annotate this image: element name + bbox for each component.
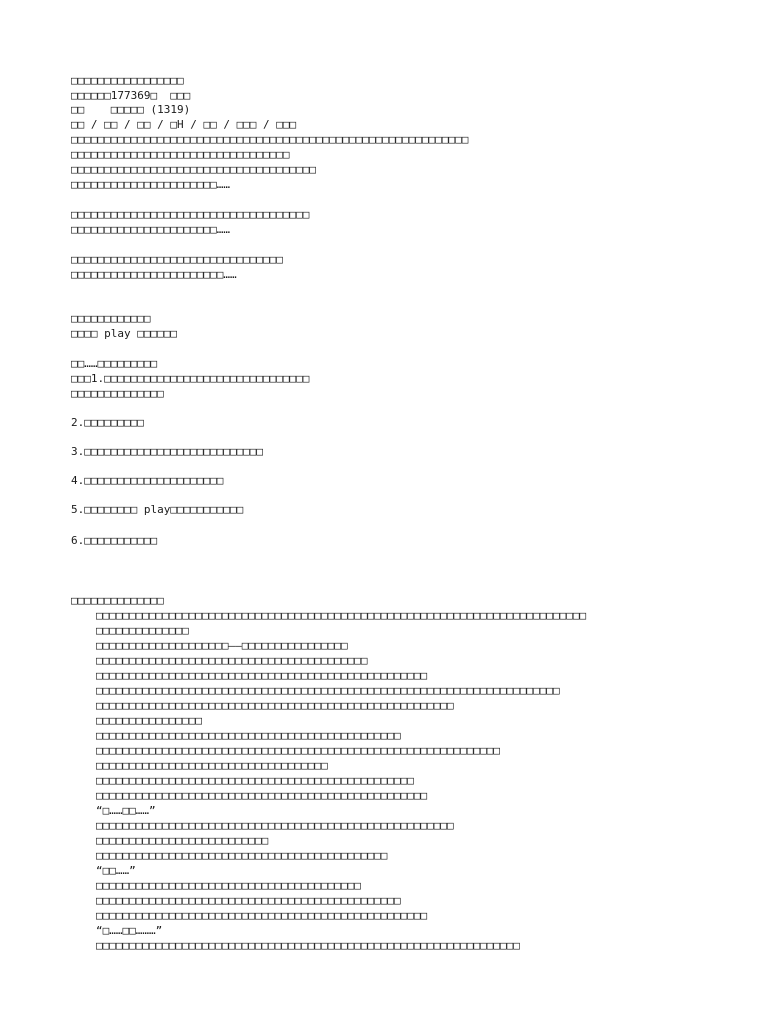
document-id-line: □□□□□□177369□ □□□ bbox=[71, 88, 191, 102]
list-item-1: □□□1.□□□□□□□□□□□□□□□□□□□□□□□□□□□□□□□ bbox=[71, 372, 310, 385]
body-line: □□□□□□□□□□□□□□□□□□□□□□□□□□□□□□□□□□□□□□□□□□□□□□□□□□□□□□□□□□□□□□□□□□□□□□ bbox=[96, 684, 560, 697]
body-line: □□□□□□□□□□□□□□□□□□□□□□□□□□□□□□□□□□□ bbox=[96, 759, 328, 772]
document-title: □□□□□□□□□□□□□□□□□ bbox=[71, 74, 184, 87]
section1-lead: □□……□□□□□□□□□ bbox=[71, 357, 158, 370]
intro-para3-line: □□□□□□□□□□□□□□□□□□□□□□□…… bbox=[71, 268, 237, 281]
body-line: □□□□□□□□□□□□□□□□□□□□□□□□□□□□□□□□□□□□□□□□□□□□□□□□□□□□□□ bbox=[96, 699, 454, 712]
body-line: □□□□□□□□□□□□□□□□□□□□□□□□□□□□□□□□□□□□□□□□□□□□□□□□□□□□□□ bbox=[96, 819, 454, 832]
body-line: □□□□□□□□□□□□□□□□□□□□□□□□□□□□□□□□□□□□□□□□□□□□□□□□□□□□□□□□□□□□□□□□□□□□□□□□□□ bbox=[96, 609, 587, 622]
section2-heading: □□□□□□□□□□□□□□ bbox=[71, 594, 164, 607]
body-line: □□□□□□□□□□□□□□□□□□□□□□□□□□□□□□□□□□□□□□□□□□□□□□□□ bbox=[96, 774, 414, 787]
list-item-6: 6.□□□□□□□□□□□ bbox=[71, 534, 158, 547]
breadcrumb: □□ / □□ / □□ / □H / □□ / □□□ / □□□ bbox=[71, 117, 297, 131]
section2-body bbox=[71, 608, 731, 953]
list-item-4: 4.□□□□□□□□□□□□□□□□□□□□□ bbox=[71, 474, 224, 487]
body-line: □□□□□□□□□□□□□□□□□□□□□□□□□□□□□□□□□□□□□□□□ bbox=[96, 879, 361, 892]
list-item-1-continued: □□□□□□□□□□□□□□ bbox=[71, 387, 164, 400]
intro-para1-line: □□□□□□□□□□□□□□□□□□□□□□□□□□□□□□□□□□□□□□□□□□□□□□□□□□□□□□□□□□□□ bbox=[71, 133, 469, 146]
body-line: □□□□□□□□□□□□□□□□□□□□□□□□□□□□□□□□□□□□□□□□□□□□□□□□□□ bbox=[96, 909, 428, 922]
quote-line: “□□……” bbox=[96, 864, 136, 877]
document-meta-line: □□ □□□□□ (1319) bbox=[71, 103, 191, 116]
body-line: □□□□□□□□□□□□□□□□□□□□□□□□□□□□□□□□□□□□□□□□□□□□□□□□□□ bbox=[96, 669, 428, 682]
quote-line: “□……□□……” bbox=[96, 804, 156, 817]
body-line: □□□□□□□□□□□□□□□□□□□□□□□□□□□□□□□□□□□□□□□□□□□□□□ bbox=[96, 729, 401, 742]
list-item-3: 3.□□□□□□□□□□□□□□□□□□□□□□□□□□□ bbox=[71, 445, 264, 458]
body-line: □□□□□□□□□□□□□□□□□□□□□□□□□□□□□□□□□□□□□□□□□□□□□□□□□□□□□□□□□□□□□ bbox=[96, 744, 500, 757]
body-line: □□□□□□□□□□□□□□□□□□□□□□□□□□□□□□□□□□□□□□□□□ bbox=[96, 654, 368, 667]
quote-line: “□……□□………” bbox=[96, 924, 163, 937]
body-line: □□□□□□□□□□□□□□□□□□□□□□□□□□□□□□□□□□□□□□□□□□□□ bbox=[96, 849, 388, 862]
list-item-5: 5.□□□□□□□□ play□□□□□□□□□□□ bbox=[71, 503, 244, 516]
body-line: □□□□□□□□□□□□□□□□□□□□□□□□□□□□□□□□□□□□□□□□□□□□□□ bbox=[96, 894, 401, 907]
body-line: □□□□□□□□□□□□□□□□ bbox=[96, 714, 202, 727]
list-item-2: 2.□□□□□□□□□ bbox=[71, 416, 144, 429]
intro-para1-line: □□□□□□□□□□□□□□□□□□□□□□…… bbox=[71, 178, 230, 191]
document-body bbox=[71, 74, 731, 953]
body-line: □□□□□□□□□□□□□□ bbox=[96, 624, 189, 637]
intro-para3-line: □□□□□□□□□□□□□□□□□□□□□□□□□□□□□□□□ bbox=[71, 253, 283, 266]
intro-para2-line: □□□□□□□□□□□□□□□□□□□□□□□□□□□□□□□□□□□□ bbox=[71, 208, 310, 221]
body-line: □□□□□□□□□□□□□□□□□□□□□□□□□□□□□□□□□□□□□□□□□□□□□□□□□□□□□□□□□□□□□□□□ bbox=[96, 939, 520, 952]
intro-para2-line: □□□□□□□□□□□□□□□□□□□□□□…… bbox=[71, 223, 230, 236]
section1-subheading: □□□□ play □□□□□□ bbox=[71, 327, 177, 340]
body-line: □□□□□□□□□□□□□□□□□□□□——□□□□□□□□□□□□□□□□ bbox=[96, 639, 348, 652]
intro-para1-line: □□□□□□□□□□□□□□□□□□□□□□□□□□□□□□□□□ bbox=[71, 148, 290, 161]
body-line: □□□□□□□□□□□□□□□□□□□□□□□□□□□□□□□□□□□□□□□□□□□□□□□□□□ bbox=[96, 789, 428, 802]
intro-para1-line: □□□□□□□□□□□□□□□□□□□□□□□□□□□□□□□□□□□□□ bbox=[71, 163, 317, 176]
section1-heading: □□□□□□□□□□□□ bbox=[71, 312, 151, 325]
body-line: □□□□□□□□□□□□□□□□□□□□□□□□□□ bbox=[96, 834, 269, 847]
